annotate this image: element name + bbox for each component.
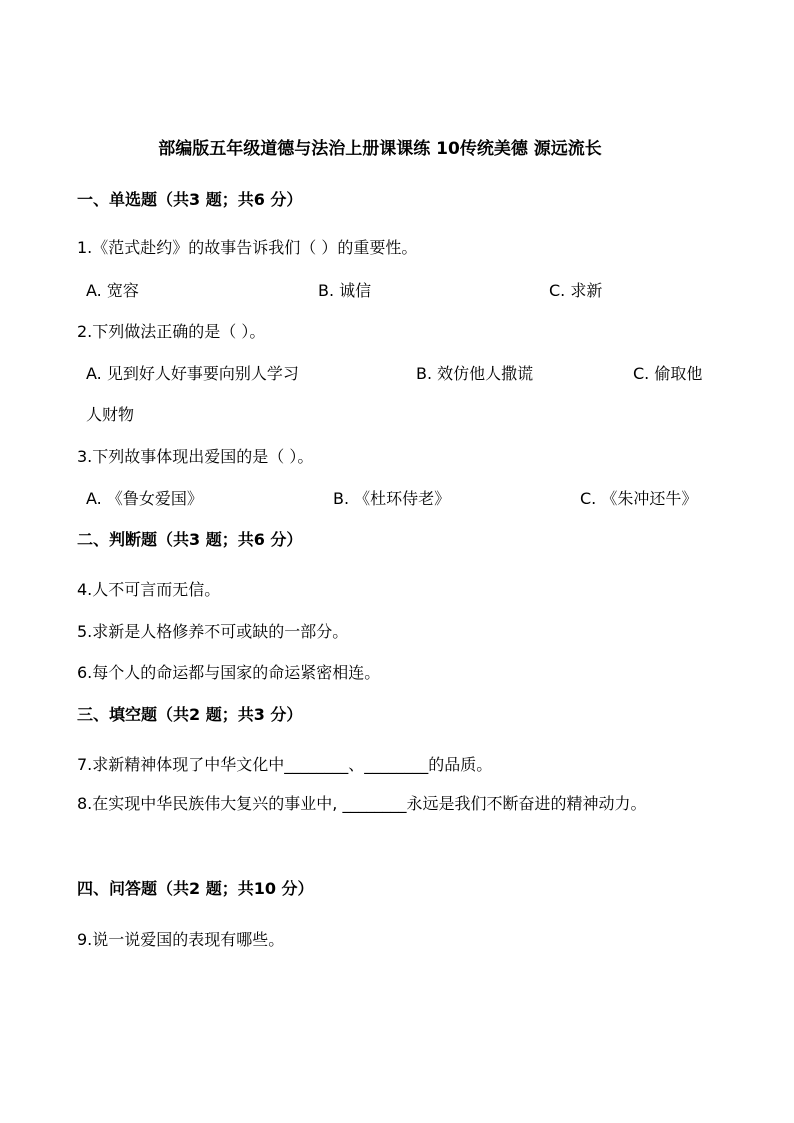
section-heading-true-false: 二、判断题（共3 题；共6 分） <box>77 530 303 549</box>
question-3-option-c: C. 《朱冲还牛》 <box>580 489 698 508</box>
document-title: 部编版五年级道德与法治上册课课练 10传统美德 源远流长 <box>158 139 602 159</box>
question-2: 2.下列做法正确的是（ ）。 <box>77 322 266 341</box>
question-2-option-b: B. 效仿他人撒谎 <box>416 364 534 383</box>
question-6: 6.每个人的命运都与国家的命运紧密相连。 <box>77 663 381 682</box>
section-heading-fill-blank: 三、填空题（共2 题；共3 分） <box>77 705 303 724</box>
question-9: 9.说一说爱国的表现有哪些。 <box>77 930 285 949</box>
question-7: 7.求新精神体现了中华文化中________、________的品质。 <box>77 755 493 774</box>
question-3-option-a: A. 《鲁女爱国》 <box>86 489 203 508</box>
question-4: 4.人不可言而无信。 <box>77 580 221 599</box>
question-1-option-b: B. 诚信 <box>318 281 372 300</box>
question-1-option-c: C. 求新 <box>549 281 603 300</box>
question-2-option-a: A. 见到好人好事要向别人学习 <box>86 364 299 383</box>
question-5: 5.求新是人格修养不可或缺的一部分。 <box>77 622 349 641</box>
question-8: 8.在实现中华民族伟大复兴的事业中, ________永远是我们不断奋进的精神动力。 <box>77 794 647 813</box>
question-2-option-c: C. 偷取他 <box>633 364 703 383</box>
question-1-option-a: A. 宽容 <box>86 281 139 300</box>
section-heading-single-choice: 一、单选题（共3 题；共6 分） <box>77 190 303 209</box>
question-2-option-c-continued: 人财物 <box>86 405 135 424</box>
question-1: 1.《范式赴约》的故事告诉我们（ ）的重要性。 <box>77 238 418 257</box>
section-heading-short-answer: 四、问答题（共2 题；共10 分） <box>77 879 314 898</box>
question-3: 3.下列故事体现出爱国的是（ ）。 <box>77 447 314 466</box>
question-3-option-b: B. 《杜环侍老》 <box>333 489 451 508</box>
